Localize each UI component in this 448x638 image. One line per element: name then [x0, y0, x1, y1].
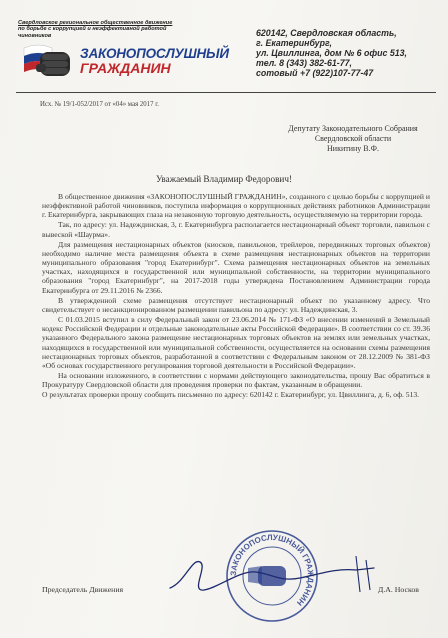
signer-name: Д.А. Носков: [378, 585, 419, 594]
org-line: Свердловское региональное общественное движение: [18, 20, 173, 26]
body-paragraph: Для размещения нестационарных объектов (киосков, павильонов, трейлеров, передвижных торговых объектов) необходимо наличие места размещения объекта в схеме размещения нестационарных объектов на территории муниципального образования "город Екатеринбург". Схема размещения нестационарных объектов на земельных участках, находящихся в государственной или муниципальной собственности, на территории муниципального образования "город Екатеринбург", на 2017-2018 годы утверждена Постановлением Администрации города Екатеринбурга от 29.11.2016 № 2366.: [42, 239, 430, 295]
body-paragraph: Так, по адресу: ул. Надеждинская, 3, г. Екатеринбурга располагается нестационарный объект торговли, павильон с вывеской «Шаурма».: [42, 220, 430, 239]
logo-line-2: ГРАЖДАНИН: [80, 60, 171, 76]
addressee-line: Свердловской области: [314, 134, 392, 143]
body-paragraph: С 01.03.2015 вступил в силу Федеральный закон от 23.06.2014 № 171-ФЗ «О внесении изменений в Земельный кодекс Российской Федерации и отдельные законодательные акты Российской Федерации». В соответствии со ст. 39.36 указанного Федерального закона размещение нестационарных торговых объектов на землях или земельных участках, находящихся в государственной или муниципальной собственности, осуществляется на основании схемы размещения нестационарных торговых объектов, разработанной в соответствии с Федеральным законом от 28.12.2009 № 381-ФЗ «Об основах государственного регулирования торговой деятельности в Российской Федерации».: [42, 315, 430, 370]
logo: [18, 40, 229, 82]
header-divider: [16, 92, 436, 93]
body-paragraph: О результатах проверки прошу сообщить письменно по адресу: 620142 г. Екатеринбург, ул. Цвиллинга, д. 6, оф. 513.: [42, 390, 420, 400]
logo-line-1: ЗАКОНОПОСЛУШНЫЙ: [80, 46, 229, 61]
body-paragraph: В общественное движения «ЗАКОНОПОСЛУШНЫЙ ГРАЖДАНИН», созданного с целью борьбы с коррупцией и неэффективной работой чиновников, поступила информация о коррупционных действиях работников Администрации г. Екатеринбурга, закрывающих глаза на незаконную торговую деятельность, осуществляемую на территории города.: [42, 192, 430, 220]
signature-scribble: [160, 552, 400, 598]
contact-mobile: сотовый +7 (922)107-77-47: [256, 68, 374, 78]
addressee-block: [268, 124, 438, 154]
stamp-ring-text: ЗАКОНОПОСЛУШНЫЙ ГРАЖДАНИН: [228, 532, 316, 608]
body-paragraph: На основании изложенного, в соответствии с нормами действующего законодательства, прошу Вас обратиться в Прокуратуру Свердловской области для проведения проверки по фактам, указанным в обращении.: [42, 370, 430, 390]
org-description: [18, 20, 178, 39]
contact-block: [256, 28, 434, 78]
contact-zip-region: 620142, Свердловская область,: [256, 28, 397, 38]
addressee-line: Никитину В.Ф.: [327, 144, 379, 153]
logo-title: [80, 46, 229, 76]
salutation: Уважаемый Владимир Федорович!: [155, 174, 293, 184]
contact-phone: тел. 8 (343) 382-61-77,: [256, 58, 352, 68]
contact-city: г. Екатеринбург,: [256, 38, 332, 48]
org-line: по борьбе с коррупцией и неэффективной работой чиновников: [18, 26, 167, 39]
body-paragraph: В утвержденной схеме размещения отсутствует нестационарный объект по указанному адресу. Что свидетельствует о несанкционированном размещении павильона по адресу: ул. Надеждинская, 3.: [42, 295, 430, 314]
addressee-line: Депутату Законодательного Собрания: [288, 124, 418, 133]
fist-flag-icon: [18, 40, 76, 82]
signer-position: Председатель Движения: [42, 585, 124, 594]
outgoing-number: Исх. № 19/1-052/2017 от «04» мая 2017 г.: [40, 101, 159, 108]
contact-street: ул. Цвиллинга, дом № 6 офис 513,: [256, 48, 407, 58]
letter-body: [42, 192, 430, 400]
